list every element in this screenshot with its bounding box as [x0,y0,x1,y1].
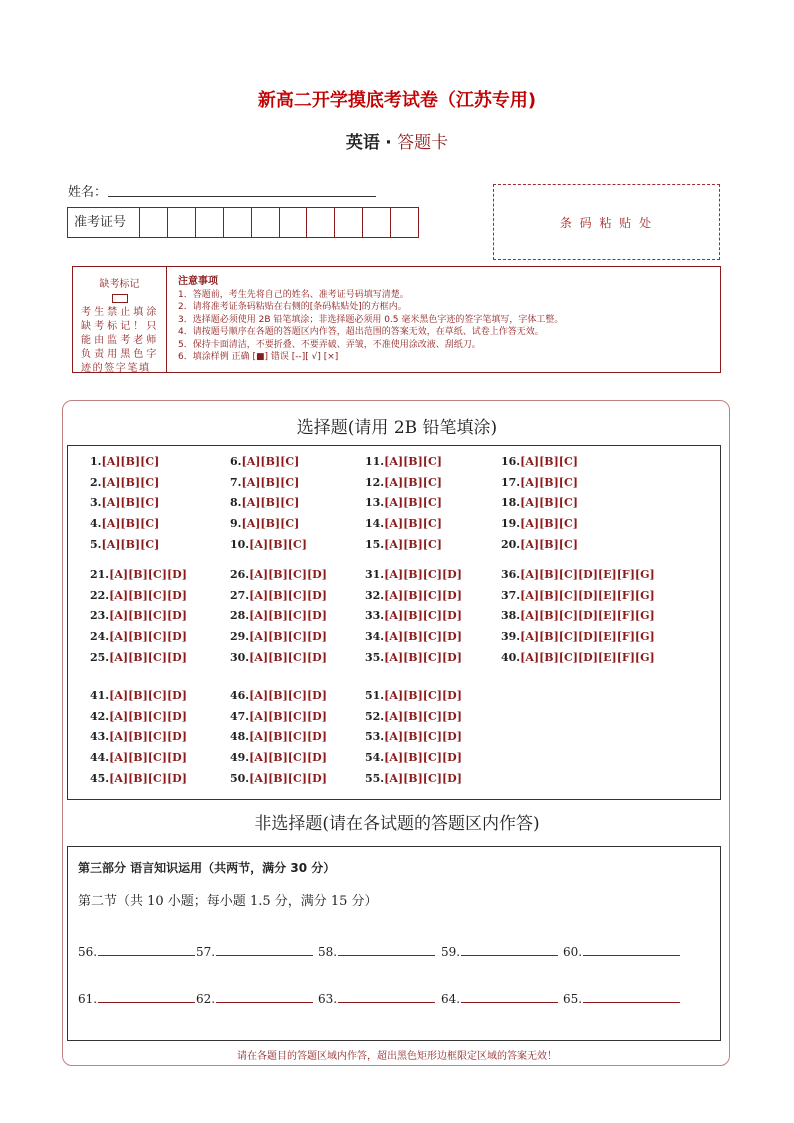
section-two-heading: 第二节（共 10 小题；每小题 1.5 分，满分 15 分） [78,894,378,909]
blank-answer-line[interactable] [98,990,195,1003]
absent-text: 考生禁止填涂缺考标记！只能由监考老师负责用黑色字迹的签字笔填 [81,307,158,374]
answer-options[interactable]: [A][B][C] [520,517,578,531]
question-number: 14. [365,517,385,531]
absent-checkbox[interactable] [112,294,128,303]
question-number: 33. [365,609,385,623]
answer-options[interactable]: [A][B][C][D][E][F][G] [520,609,655,623]
blank-item [318,990,435,1006]
choice-question [365,609,462,622]
choice-question [230,455,299,468]
question-number: 13. [365,496,385,510]
question-number: 44. [90,751,110,765]
name-label: 姓名： [68,185,108,200]
ticket-label: 准考证号 [68,208,140,237]
blank-answer-line[interactable] [216,943,313,956]
choice-question [365,651,462,664]
note-item: 4．请按题号顺序在各题的答题区内作答，超出范围的答案无效，在草纸、试卷上作答无效。 [178,327,544,338]
nonchoice-section-title: 非选择题(请在各试题的答题区内作答) [254,814,540,834]
notes-box [166,266,721,373]
answer-options[interactable]: [A][B][C][D] [249,730,327,744]
question-number: 40. [501,650,521,664]
question-number: 30. [230,650,250,664]
choice-question [230,496,299,509]
answer-options[interactable]: [A][B][C] [241,475,300,489]
answer-options[interactable]: [A][B][C][D] [249,771,327,785]
question-number: 50. [230,771,250,785]
choice-question [365,630,462,643]
choice-question [230,630,327,643]
ticket-cell[interactable] [280,208,308,237]
answer-options[interactable]: [A][B][C][D] [384,630,462,644]
choice-question [365,496,442,509]
part-three-heading: 第三部分 语言知识运用（共两节，满分 30 分） [78,861,336,875]
choice-question [90,609,187,622]
answer-options[interactable]: [A][B][C] [520,496,578,510]
answer-options[interactable]: [A][B][C] [101,496,160,510]
notes-heading: 注意事项 [178,276,218,287]
answer-options[interactable]: [A][B][C] [249,537,307,551]
blank-answer-line[interactable] [583,943,680,956]
question-number: 26. [230,568,250,581]
answer-options[interactable]: [A][B][C] [241,517,300,531]
question-number: 6. [230,455,242,468]
choice-question [501,455,578,468]
name-field[interactable] [108,196,376,197]
question-number: 48. [230,730,250,744]
blank-answer-line[interactable] [338,943,435,956]
question-number: 37. [501,588,521,602]
question-number: 51. [365,689,385,702]
choice-question [230,538,307,551]
question-number: 3. [90,496,102,510]
subject-label: 英语 [345,133,380,153]
choice-question [501,589,655,602]
question-number: 9. [230,517,242,531]
answer-options[interactable]: [A][B][C][D] [249,751,327,765]
answer-options[interactable]: [A][B][C] [520,475,578,489]
choice-question [90,751,187,764]
blank-number: 61. [78,992,98,1006]
answer-options[interactable]: [A][B][C][D] [249,630,327,644]
question-number: 34. [365,630,385,644]
answer-options[interactable]: [A][B][C] [384,496,442,510]
question-number: 17. [501,475,521,489]
question-number: 36. [501,568,521,581]
blank-item [441,943,558,959]
choice-question [230,751,327,764]
choice-question [90,589,187,602]
choice-question [365,772,462,785]
answer-options[interactable]: [A][B][C] [520,537,578,551]
question-number: 38. [501,609,521,623]
answer-options[interactable]: [A][B][C][D] [109,588,187,602]
choice-question [365,710,462,723]
choice-question [90,630,187,643]
blank-number: 59. [441,945,461,959]
ticket-cell[interactable] [335,208,363,237]
question-number: 12. [365,475,385,489]
note-item: 1．答题前，考生先将自己的姓名、准考证号码填写清楚。 [178,290,409,300]
choice-question [501,476,578,489]
blank-number: 60. [563,945,583,959]
question-number: 55. [365,771,385,785]
note-item: 2．请将准考证条码粘贴在右侧的[条码粘贴处]的方框内。 [178,302,407,313]
answer-options[interactable]: [A][B][C][D] [249,609,327,623]
ticket-cell[interactable] [391,208,418,237]
question-number: 41. [90,689,110,702]
choice-section-title: 选择题(请用 2B 铅笔填涂) [296,418,498,438]
ticket-number-row [67,207,419,238]
ticket-cell[interactable] [363,208,391,237]
question-number: 25. [90,650,110,664]
choice-question [90,730,187,743]
answer-options[interactable]: [A][B][C][D] [109,730,187,744]
barcode-area: 条 码 粘 贴 处 [493,184,720,260]
ticket-cell[interactable] [252,208,280,237]
answer-options[interactable]: [A][B][C][D] [109,751,187,765]
question-number: 53. [365,730,385,744]
choice-question [90,689,187,702]
blank-answer-line[interactable] [338,990,435,1003]
blank-answer-line[interactable] [98,943,195,956]
answer-options[interactable]: [A][B][C][D][E][F][G] [520,568,655,581]
blank-answer-line[interactable] [216,990,313,1003]
answer-options[interactable]: [A][B][C] [384,475,442,489]
question-number: 7. [230,475,242,489]
blank-answer-line[interactable] [461,943,558,956]
choice-question [365,538,442,551]
blank-number: 63. [318,992,338,1006]
question-number: 32. [365,588,385,602]
blank-number: 57. [196,945,216,959]
choice-question [365,730,462,743]
answer-options[interactable]: [A][B][C] [101,537,160,551]
answer-options[interactable]: [A][B][C] [101,455,160,468]
answer-options[interactable]: [A][B][C][D] [384,771,462,785]
note-item: 6．填涂样例 正确 [■] 错误 [--][ √] [×] [178,352,339,363]
blank-number: 64. [441,992,461,1006]
answer-options[interactable]: [A][B][C][D] [109,771,187,785]
choice-question [230,609,327,622]
question-number: 19. [501,517,521,531]
answer-options[interactable]: [A][B][C][D] [109,689,187,702]
choice-question [230,517,299,530]
choice-question [230,689,327,702]
ticket-cell[interactable] [140,208,168,237]
blank-item [196,943,313,959]
question-number: 21. [90,568,110,581]
question-number: 1. [90,455,102,468]
question-number: 28. [230,609,250,623]
choice-question [501,609,655,622]
answer-options[interactable]: [A][B][C][D] [384,568,462,581]
choice-question [501,517,578,530]
question-number: 54. [365,751,385,765]
answer-options[interactable]: [A][B][C][D] [109,650,187,664]
answer-options[interactable]: [A][B][C][D][E][F][G] [520,650,655,664]
answer-options[interactable]: [A][B][C][D] [384,588,462,602]
choice-question [90,538,159,551]
question-number: 15. [365,537,385,551]
answer-options[interactable]: [A][B][C][D] [249,650,327,664]
choice-question [365,476,442,489]
blank-number: 58. [318,945,338,959]
question-number: 16. [501,455,521,468]
question-number: 45. [90,771,110,785]
blank-answer-line[interactable] [583,990,680,1003]
blank-answer-line[interactable] [461,990,558,1003]
exam-title: 新高二开学摸底考试卷（江苏专用) [257,90,537,111]
question-number: 42. [90,709,110,723]
card-subtitle [0,128,794,153]
choice-question [90,455,159,468]
answer-options[interactable]: [A][B][C] [384,455,442,468]
blank-number: 56. [78,945,98,959]
question-number: 27. [230,588,250,602]
answer-options[interactable]: [A][B][C][D] [384,689,462,702]
answer-options[interactable]: [A][B][C][D] [109,709,187,723]
question-number: 29. [230,630,250,644]
choice-question [90,517,159,530]
card-label: 答题卡 [397,133,449,153]
note-item: 3．选择题必须使用 2B 铅笔填涂；非选择题必须用 0.5 毫米黑色字迹的签字笔填写，字体工整。 [178,314,564,325]
choice-question [365,689,462,702]
answer-options[interactable]: [A][B][C][D] [109,630,187,644]
subtitle-dot: · [385,133,392,153]
answer-options[interactable]: [A][B][C] [384,537,442,551]
question-number: 20. [501,537,521,551]
question-number: 22. [90,588,110,602]
question-number: 4. [90,517,102,531]
question-number: 5. [90,537,102,551]
answer-options[interactable]: [A][B][C][D][E][F][G] [520,630,655,644]
choice-question [230,651,327,664]
answer-options[interactable]: [A][B][C][D] [249,709,327,723]
blank-item [318,943,435,959]
footer-warning: 请在各题目的答题区域内作答，超出黑色矩形边框限定区域的答案无效！ [237,1051,557,1062]
question-number: 10. [230,537,250,551]
choice-question [501,538,578,551]
question-number: 52. [365,709,385,723]
blank-item [78,990,195,1006]
question-number: 23. [90,609,110,623]
question-number: 31. [365,568,385,581]
choice-question [230,589,327,602]
choice-question [90,476,159,489]
blank-item [563,990,680,1006]
question-number: 2. [90,475,102,489]
answer-options[interactable]: [A][B][C][D] [384,730,462,744]
choice-question [365,455,442,468]
question-number: 11. [365,455,385,468]
choice-question [90,710,187,723]
blank-item [196,990,313,1006]
blank-number: 62. [196,992,216,1006]
choice-question [90,772,187,785]
blank-item [441,990,558,1006]
ticket-cell[interactable] [196,208,224,237]
absent-mark-box [72,266,167,373]
answer-options[interactable]: [A][B][C][D] [384,609,462,623]
question-number: 18. [501,496,521,510]
choice-question [230,730,327,743]
answer-options[interactable]: [A][B][C] [101,517,160,531]
answer-options[interactable]: [A][B][C] [241,455,300,468]
answer-options[interactable]: [A][B][C] [241,496,300,510]
answer-options[interactable]: [A][B][C][D] [109,568,187,581]
question-number: 47. [230,709,250,723]
answer-options[interactable]: [A][B][C] [384,517,442,531]
choice-question [230,568,327,581]
choice-question [501,496,578,509]
choice-question [365,517,442,530]
choice-question [365,568,462,581]
answer-options[interactable]: [A][B][C] [520,455,578,468]
blank-item [78,943,195,959]
choice-question [90,496,159,509]
choice-question [365,589,462,602]
ticket-cell[interactable] [168,208,196,237]
note-item: 5．保持卡面清洁，不要折叠、不要弄破、弄皱，不准使用涂改液、刮纸刀。 [178,339,481,350]
question-number: 43. [90,730,110,744]
choice-question [501,651,655,664]
answer-options[interactable]: [A][B][C][D] [249,588,327,602]
answer-options[interactable]: [A][B][C] [101,475,160,489]
answer-options[interactable]: [A][B][C][D] [249,689,327,702]
answer-options[interactable]: [A][B][C][D] [384,751,462,765]
choice-question [90,651,187,664]
blank-item [563,943,680,959]
answer-options[interactable]: [A][B][C][D] [384,650,462,664]
question-number: 46. [230,689,250,702]
choice-question [230,772,327,785]
answer-options[interactable]: [A][B][C][D][E][F][G] [520,588,655,602]
blank-number: 65. [563,992,583,1006]
absent-heading: 缺考标记 [99,279,140,290]
choice-question [90,568,187,581]
ticket-cell[interactable] [224,208,252,237]
question-number: 24. [90,630,110,644]
ticket-cell[interactable] [307,208,335,237]
choice-question [501,568,655,581]
answer-options[interactable]: [A][B][C][D] [384,709,462,723]
choice-question [365,751,462,764]
answer-options[interactable]: [A][B][C][D] [109,609,187,623]
question-number: 35. [365,650,385,664]
question-number: 8. [230,496,242,510]
choice-question [230,476,299,489]
choice-question [501,630,655,643]
question-number: 39. [501,630,521,644]
choice-question [230,710,327,723]
answer-options[interactable]: [A][B][C][D] [249,568,327,581]
question-number: 49. [230,751,250,765]
